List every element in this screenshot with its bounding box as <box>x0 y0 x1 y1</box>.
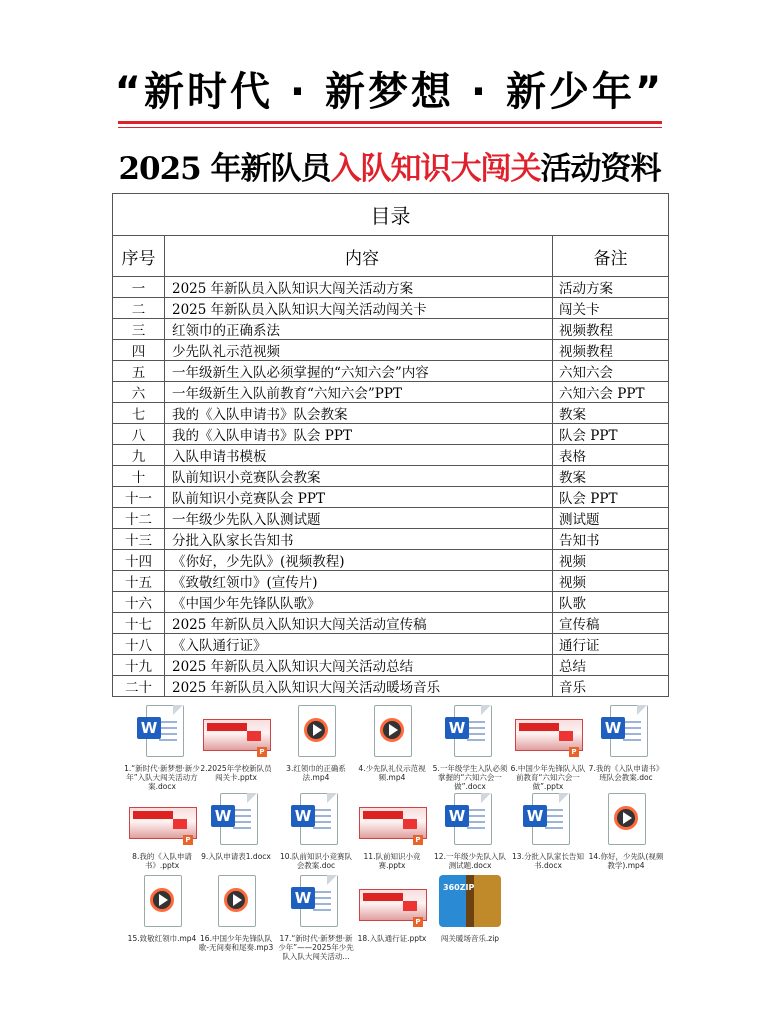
video-file-icon <box>137 875 187 931</box>
file-item[interactable] <box>510 793 586 870</box>
file-item[interactable] <box>354 705 430 782</box>
video-file-icon <box>367 705 417 761</box>
file-item[interactable] <box>278 705 354 782</box>
word-doc-icon: W <box>523 793 573 849</box>
toc-cell-content: 2025 年新队员入队知识大闯关活动总结 <box>165 655 553 676</box>
toc-row <box>113 634 669 655</box>
file-item[interactable] <box>124 705 200 791</box>
document-title-prefix: 2025 年新队员 <box>118 151 331 187</box>
toc-cell-content: 《入队通行证》 <box>165 634 553 655</box>
toc-table <box>112 193 669 697</box>
toc-cell-content: 《中国少年先锋队队歌》 <box>165 592 553 613</box>
toc-cell-no: 十九 <box>113 655 165 676</box>
file-item[interactable] <box>198 705 274 782</box>
toc-row <box>113 277 669 298</box>
toc-cell-note: 队会 PPT <box>553 487 669 508</box>
toc-cell-note: 闯关卡 <box>553 298 669 319</box>
toc-cell-no: 十一 <box>113 487 165 508</box>
toc-cell-note: 测试题 <box>553 508 669 529</box>
toc-cell-note: 活动方案 <box>553 277 669 298</box>
ppt-slide-icon: P <box>127 793 197 849</box>
toc-cell-no: 十三 <box>113 529 165 550</box>
word-doc-icon: W <box>211 793 261 849</box>
toc-cell-note: 视频教程 <box>553 319 669 340</box>
toc-row <box>113 613 669 634</box>
file-name-label: 5.一年级学生入队必须掌握的“六知六会一做”.docx <box>432 764 508 791</box>
toc-cell-content: 红领巾的正确系法 <box>165 319 553 340</box>
word-doc-icon: W <box>137 705 187 761</box>
toc-row <box>113 655 669 676</box>
ppt-slide-icon: P <box>513 705 583 761</box>
toc-cell-no: 十七 <box>113 613 165 634</box>
slogan: “新时代 · 新梦想 · 新少年” <box>114 69 665 115</box>
toc-cell-no: 二十 <box>113 676 165 697</box>
toc-cell-no: 六 <box>113 382 165 403</box>
toc-row <box>113 298 669 319</box>
word-doc-icon: W <box>445 705 495 761</box>
toc-cell-content: 2025 年新队员入队知识大闯关活动方案 <box>165 277 553 298</box>
toc-cell-note: 队歌 <box>553 592 669 613</box>
toc-cell-note: 教案 <box>553 466 669 487</box>
word-doc-icon: W <box>291 793 341 849</box>
file-name-label: 9.入队申请表1.docx <box>201 852 271 861</box>
toc-cell-note: 视频 <box>553 571 669 592</box>
file-name-label: 6.中国少年先锋队入队前教育“六知六会一做”.pptx <box>510 764 586 791</box>
file-name-label: 7.我的《入队申请书》班队会教案.doc <box>588 764 664 782</box>
toc-cell-note: 总结 <box>553 655 669 676</box>
toc-cell-note: 告知书 <box>553 529 669 550</box>
file-name-label: 11.队前知识小竞赛.pptx <box>363 852 421 870</box>
file-item[interactable] <box>432 793 508 870</box>
toc-row <box>113 382 669 403</box>
file-name-label: 13.分批入队家长告知书.docx <box>512 852 584 870</box>
title-rule-thin <box>118 127 662 128</box>
toc-cell-content: 少先队礼示范视频 <box>165 340 553 361</box>
toc-cell-content: 2025 年新队员入队知识大闯关活动闯关卡 <box>165 298 553 319</box>
toc-cell-content: 一年级新生入队前教育“六知六会”PPT <box>165 382 553 403</box>
toc-header-no: 序号 <box>113 236 165 277</box>
toc-row <box>113 529 669 550</box>
ppt-slide-icon: P <box>357 875 427 931</box>
word-doc-icon: W <box>445 793 495 849</box>
toc-row <box>113 592 669 613</box>
file-item[interactable] <box>354 793 430 870</box>
file-name-label: 4.少先队礼仪示范视频.mp4 <box>358 764 426 782</box>
toc-cell-content: 一年级少先队入队测试题 <box>165 508 553 529</box>
file-item[interactable] <box>198 875 274 952</box>
toc-cell-note: 表格 <box>553 445 669 466</box>
document-title-highlight: 入队知识大闯关 <box>330 151 541 187</box>
title-rule-thick <box>118 121 662 124</box>
toc-cell-content: 入队申请书模板 <box>165 445 553 466</box>
toc-cell-note: 队会 PPT <box>553 424 669 445</box>
ppt-slide-icon: P <box>357 793 427 849</box>
file-item[interactable] <box>354 875 430 943</box>
file-name-label: 2.2025年学校新队员闯关卡.pptx <box>200 764 272 782</box>
toc-cell-no: 十八 <box>113 634 165 655</box>
toc-row <box>113 340 669 361</box>
toc-cell-content: 一年级新生入队必须掌握的“六知六会”内容 <box>165 361 553 382</box>
toc-row <box>113 571 669 592</box>
toc-cell-note: 教案 <box>553 403 669 424</box>
toc-row <box>113 445 669 466</box>
toc-cell-no: 一 <box>113 277 165 298</box>
toc-cell-note: 音乐 <box>553 676 669 697</box>
file-name-label: 15.致敬红领巾.mp4 <box>127 934 197 943</box>
toc-row <box>113 424 669 445</box>
toc-cell-no: 四 <box>113 340 165 361</box>
file-name-label: 10.队前知识小竞赛队会教案.doc <box>280 852 352 870</box>
toc-row <box>113 361 669 382</box>
file-item[interactable] <box>278 875 354 961</box>
toc-cell-content: 2025 年新队员入队知识大闯关活动暖场音乐 <box>165 676 553 697</box>
video-file-icon <box>601 793 651 849</box>
toc-cell-no: 八 <box>113 424 165 445</box>
toc-row <box>113 508 669 529</box>
video-file-icon <box>291 705 341 761</box>
toc-cell-note: 六知六会 PPT <box>553 382 669 403</box>
toc-row <box>113 466 669 487</box>
file-item[interactable] <box>588 793 664 870</box>
zip-archive-icon: 360ZIP <box>435 875 505 931</box>
toc-row <box>113 319 669 340</box>
toc-cell-note: 宣传稿 <box>553 613 669 634</box>
toc-cell-no: 七 <box>113 403 165 424</box>
toc-cell-note: 视频 <box>553 550 669 571</box>
file-item[interactable] <box>278 793 354 870</box>
toc-cell-no: 十二 <box>113 508 165 529</box>
file-item[interactable] <box>432 875 508 943</box>
toc-cell-note: 六知六会 <box>553 361 669 382</box>
toc-header-note: 备注 <box>553 236 669 277</box>
toc-cell-content: 队前知识小竞赛队会教案 <box>165 466 553 487</box>
toc-cell-no: 二 <box>113 298 165 319</box>
toc-row <box>113 676 669 697</box>
toc-cell-content: 我的《入队申请书》队会教案 <box>165 403 553 424</box>
file-name-label: 3.红领巾的正确系法.mp4 <box>286 764 346 782</box>
ppt-slide-icon: P <box>201 705 271 761</box>
toc-cell-content: 《你好，少先队》(视频教程) <box>165 550 553 571</box>
file-name-label: 12.一年级少先队入队测试题.docx <box>434 852 506 870</box>
toc-cell-note: 通行证 <box>553 634 669 655</box>
toc-row <box>113 487 669 508</box>
file-name-label: 17.“新时代·新梦想·新少年”——2025年少先队入队大闯关活动... <box>278 934 354 961</box>
toc-cell-no: 五 <box>113 361 165 382</box>
toc-cell-no: 十 <box>113 466 165 487</box>
document-title <box>0 143 779 188</box>
file-name-label: 18.入队通行证.pptx <box>357 934 427 943</box>
file-name-label: 14.你好，少先队(视频教学).mp4 <box>588 852 664 870</box>
file-item[interactable] <box>588 705 664 782</box>
video-file-icon <box>211 875 261 931</box>
file-item[interactable] <box>124 875 200 943</box>
toc-cell-no: 三 <box>113 319 165 340</box>
toc-cell-content: 2025 年新队员入队知识大闯关活动宣传稿 <box>165 613 553 634</box>
file-name-label: 闯关暖场音乐.zip <box>440 934 500 943</box>
file-icon-grid <box>0 705 779 965</box>
toc-cell-no: 十四 <box>113 550 165 571</box>
toc-cell-note: 视频教程 <box>553 340 669 361</box>
file-item[interactable] <box>124 793 200 870</box>
toc-cell-content: 《致敬红领巾》(宣传片) <box>165 571 553 592</box>
toc-cell-content: 分批入队家长告知书 <box>165 529 553 550</box>
file-item[interactable] <box>432 705 508 791</box>
document-title-suffix: 活动资料 <box>540 151 661 187</box>
toc-cell-no: 十五 <box>113 571 165 592</box>
file-name-label: 8.我的《入队申请书》.pptx <box>132 852 192 870</box>
toc-cell-no: 十六 <box>113 592 165 613</box>
toc-header-content: 内容 <box>165 236 553 277</box>
toc-caption: 目录 <box>113 194 669 236</box>
file-item[interactable] <box>510 705 586 791</box>
file-name-label: 16.中国少年先锋队队歌-无间奏和尾奏.mp3 <box>198 934 274 952</box>
toc-cell-content: 我的《入队申请书》队会 PPT <box>165 424 553 445</box>
toc-row <box>113 550 669 571</box>
toc-cell-no: 九 <box>113 445 165 466</box>
word-doc-icon: W <box>291 875 341 931</box>
file-name-label: 1.“新时代·新梦想·新少年”入队大闯关活动方案.docx <box>124 764 200 791</box>
toc-row <box>113 403 669 424</box>
file-item[interactable] <box>198 793 274 861</box>
word-doc-icon: W <box>601 705 651 761</box>
toc-cell-content: 队前知识小竞赛队会 PPT <box>165 487 553 508</box>
